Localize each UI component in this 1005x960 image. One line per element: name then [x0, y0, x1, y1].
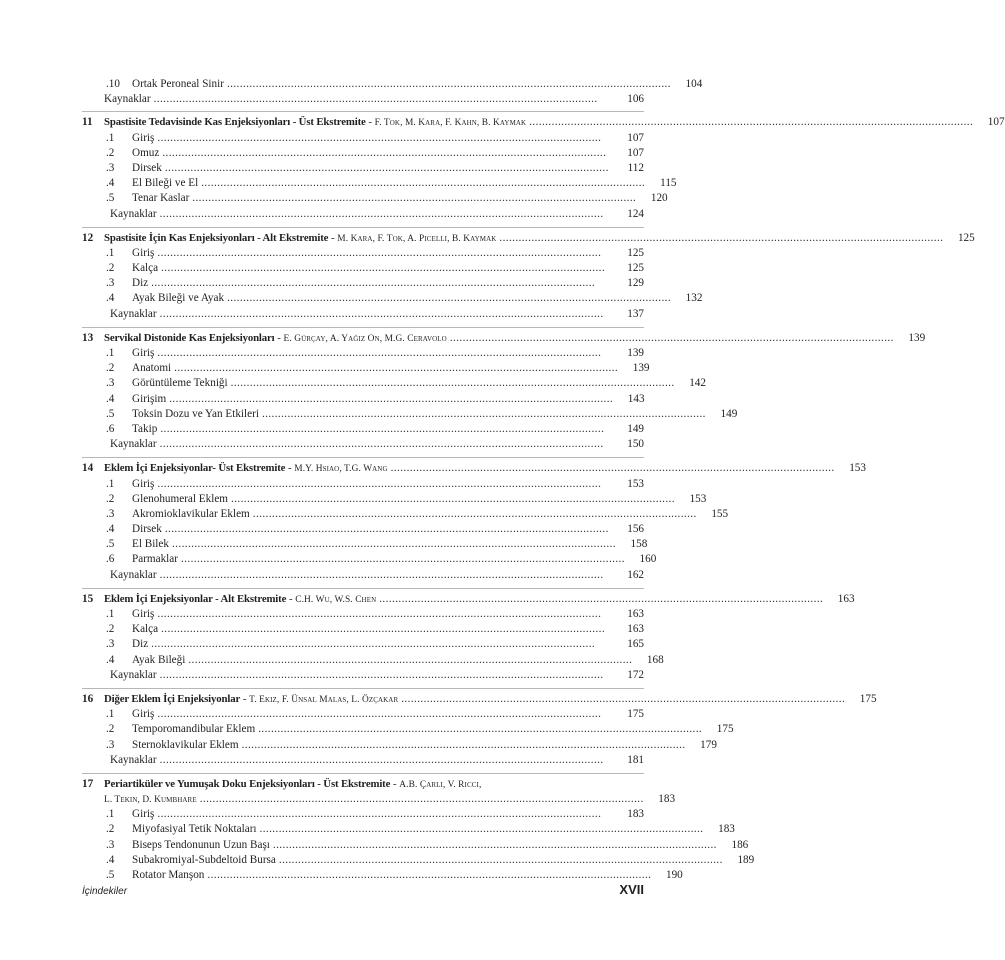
- dot-leader: [161, 622, 611, 637]
- table-of-contents: [82, 77, 1005, 883]
- dot-leader: [231, 376, 673, 391]
- entry-title: Tenar Kaslar: [132, 192, 190, 205]
- dot-leader: [231, 492, 673, 507]
- section-number: .4: [106, 177, 115, 190]
- dot-leader: [529, 115, 971, 130]
- page-number-roman: XVII: [619, 882, 644, 897]
- dot-leader: [258, 722, 700, 737]
- page-number: 120: [650, 192, 668, 205]
- toc-entry: [82, 276, 644, 291]
- dot-leader: [181, 552, 623, 567]
- entry-title: Dirsek: [132, 161, 162, 174]
- chapter-title-line: [104, 331, 447, 347]
- section-number: .6: [106, 422, 115, 435]
- dot-leader: [160, 668, 611, 683]
- dot-leader: [379, 592, 821, 607]
- page-number: 153: [689, 492, 707, 505]
- toc-entry: [82, 376, 706, 391]
- chapter-block: [82, 111, 1005, 221]
- toc-entry: [82, 522, 644, 537]
- page-number: 125: [627, 246, 644, 259]
- section-number: .2: [106, 492, 115, 505]
- page-number: 175: [716, 723, 734, 736]
- dot-leader: [151, 276, 611, 291]
- dot-leader: [279, 853, 721, 868]
- entry-title: Giriş: [132, 477, 155, 490]
- chapter-block: [82, 327, 926, 453]
- toc-entry: [82, 637, 644, 652]
- toc-entry: [82, 477, 644, 492]
- chapter-authors: M.Y. Hsiao, T.G. Wang: [294, 464, 388, 475]
- page-number: 125: [627, 262, 644, 275]
- title-separator: -: [328, 231, 338, 244]
- section-number: .2: [106, 823, 115, 836]
- page-number: 106: [627, 93, 644, 106]
- toc-entry: [82, 191, 668, 206]
- chapter-heading: [82, 231, 975, 246]
- entry-title: Diz: [132, 638, 149, 651]
- dot-leader: [262, 407, 704, 422]
- entry-title: Ayak Bileği: [132, 653, 186, 666]
- title-separator: -: [240, 692, 250, 705]
- page-number: 158: [630, 538, 648, 551]
- entry-title: Toksin Dozu ve Yan Etkileri: [132, 407, 259, 420]
- dot-leader: [401, 692, 843, 707]
- chapter-number: 13: [82, 331, 94, 344]
- page-number: 153: [627, 477, 644, 490]
- dot-leader: [157, 131, 611, 146]
- toc-entry: [82, 707, 644, 722]
- dot-leader: [160, 207, 611, 222]
- section-number: .3: [106, 838, 115, 851]
- toc-entry: [82, 407, 738, 422]
- section-number: .2: [106, 362, 115, 375]
- entry-title: Diz: [132, 277, 149, 290]
- chapter-heading: [82, 331, 926, 346]
- entry-title: Girişim: [132, 392, 167, 405]
- section-number: .2: [106, 623, 115, 636]
- entry-title: Giriş: [132, 608, 155, 620]
- page-number: 139: [632, 362, 650, 375]
- dot-leader: [169, 392, 611, 407]
- entry-title: Subakromiyal-Subdeltoid Bursa: [132, 853, 276, 866]
- entry-title: Kaynaklar: [110, 307, 157, 320]
- section-number: .1: [106, 608, 115, 620]
- entry-title: Temporomandibular Eklem: [132, 723, 256, 736]
- page-number: 186: [731, 838, 749, 851]
- toc-entry: [82, 607, 644, 622]
- chapter-authors: C.H. Wu, W.S. Chen: [295, 594, 377, 605]
- page-number: 137: [627, 307, 644, 320]
- page-number: 142: [689, 377, 706, 390]
- dot-leader: [160, 307, 611, 322]
- chapter-title-line: [104, 692, 398, 708]
- chapter-number: 16: [82, 692, 94, 705]
- chapter-title-line: [104, 115, 526, 131]
- page-number: 175: [627, 708, 644, 721]
- entry-title: Kaynaklar: [110, 438, 157, 451]
- entry-title: Kalça: [132, 623, 159, 636]
- toc-entry: [82, 361, 650, 376]
- chapter-title: Spastisite İçin Kas Enjeksiyonları - Alt Ekstremite: [104, 231, 329, 244]
- toc-entry: [82, 346, 644, 361]
- page-number: 104: [685, 78, 703, 90]
- dot-leader: [192, 191, 634, 206]
- page-number: 139: [627, 347, 644, 359]
- toc-entry: [82, 868, 683, 883]
- dot-leader: [160, 422, 611, 437]
- chapter-authors-continued: L. Tekin, D. Kumbhare: [104, 795, 197, 806]
- page-number: 172: [627, 668, 644, 681]
- chapter-authors: M. Kara, F. Tok, A. Picelli, B. Kaymak: [337, 233, 497, 244]
- entry-title: Giriş: [132, 708, 155, 721]
- chapter-title: Servikal Distonide Kas Enjeksiyonları: [104, 331, 275, 344]
- toc-entry: [82, 291, 703, 306]
- page-number: 150: [627, 438, 644, 451]
- chapter-block: [82, 773, 755, 883]
- dot-leader: [160, 753, 611, 768]
- section-number: .5: [106, 407, 115, 420]
- dot-leader: [273, 838, 715, 853]
- section-number: .10: [106, 78, 120, 90]
- dot-leader: [450, 331, 892, 346]
- section-number: .4: [106, 392, 115, 405]
- toc-entry: [82, 146, 644, 161]
- section-number: .2: [106, 146, 115, 159]
- chapter-block: [82, 227, 975, 322]
- entry-title: Parmaklar: [132, 553, 178, 566]
- toc-entry: [82, 492, 707, 507]
- page-number: 124: [627, 207, 644, 220]
- entry-title: Giriş: [132, 808, 155, 821]
- section-number: .1: [106, 477, 115, 490]
- section-number: .5: [106, 538, 115, 551]
- entry-title: Giriş: [132, 246, 155, 259]
- chapter-number: 17: [82, 777, 94, 790]
- dot-leader: [253, 507, 695, 522]
- chapter-authors: A.B. Çarlı, V. Ricci,: [399, 779, 482, 790]
- entry-title: Kalça: [132, 262, 159, 275]
- title-separator: -: [286, 592, 296, 605]
- chapter-heading: [82, 115, 1005, 130]
- entry-title: Anatomi: [132, 362, 172, 375]
- references-entry: [82, 207, 644, 222]
- references-entry: [82, 568, 644, 583]
- toc-entry: [82, 537, 648, 552]
- dot-leader: [227, 77, 669, 92]
- toc-entry: [82, 392, 644, 407]
- entry-title: Akromioklavikular Eklem: [132, 507, 250, 520]
- title-separator: -: [285, 462, 295, 475]
- page-number: 163: [627, 608, 644, 620]
- entry-title: Glenohumeral Eklem: [132, 492, 228, 505]
- page-number: 155: [711, 507, 729, 520]
- section-number: .5: [106, 192, 115, 205]
- dot-leader: [151, 637, 611, 652]
- dot-leader: [157, 607, 611, 622]
- references-entry: [82, 753, 644, 768]
- toc-entry: [82, 422, 644, 437]
- chapter-page: 183: [658, 793, 676, 806]
- entry-title: Giriş: [132, 131, 155, 144]
- section-number: .4: [106, 523, 115, 536]
- title-separator: -: [274, 331, 284, 344]
- section-number: .3: [106, 161, 115, 174]
- entry-title: Sternoklavikular Eklem: [132, 738, 239, 751]
- chapter-title-line: [104, 592, 376, 608]
- section-number: .6: [106, 553, 115, 566]
- references-entry: [82, 307, 644, 322]
- entry-title: Kaynaklar: [110, 568, 157, 581]
- toc-entry: [82, 738, 717, 753]
- page-number: 115: [660, 177, 677, 190]
- toc-entry: [82, 853, 755, 868]
- section-number: .3: [106, 507, 115, 520]
- chapter-title-line: [104, 231, 496, 247]
- page-number: 107: [627, 131, 644, 144]
- entry-title: Rotator Manşon: [132, 869, 205, 881]
- entry-title: Kaynaklar: [104, 93, 151, 106]
- section-number: .2: [106, 262, 115, 275]
- dot-leader: [207, 868, 649, 883]
- section-number: .5: [106, 869, 115, 881]
- chapter-page: 107: [987, 116, 1005, 129]
- toc-entry: [82, 822, 735, 837]
- dot-leader: [188, 653, 630, 668]
- chapter-page: 139: [908, 331, 926, 344]
- page-number: 179: [700, 738, 717, 751]
- toc-entry: [82, 507, 729, 522]
- chapter-heading-continued: [82, 792, 676, 807]
- chapter-block: [82, 457, 866, 583]
- page-number: 107: [627, 146, 644, 159]
- toc-entry: [82, 246, 644, 261]
- toc-entry: [82, 77, 703, 92]
- chapter-number: 11: [82, 116, 93, 129]
- references-entry: [82, 437, 644, 452]
- chapter-authors: T. Ekiz, F. Ünsal Malas, L. Özçakar: [249, 694, 399, 705]
- entry-title: El Bilek: [132, 538, 169, 551]
- page-number: 149: [720, 407, 738, 420]
- section-number: .1: [106, 708, 115, 721]
- section-number: .3: [106, 377, 115, 390]
- dot-leader: [174, 361, 616, 376]
- page-number: 129: [627, 277, 644, 290]
- dot-leader: [165, 522, 611, 537]
- entry-title: El Bileği ve El: [132, 177, 199, 190]
- entry-title: Ayak Bileği ve Ayak: [132, 292, 225, 305]
- chapter-number: 14: [82, 462, 94, 475]
- toc-entry: [82, 722, 734, 737]
- chapter-page: 153: [849, 462, 866, 475]
- page-number: 163: [627, 623, 644, 636]
- page-number: 165: [627, 638, 644, 651]
- entry-title: Biseps Tendonunun Uzun Başı: [132, 838, 270, 851]
- chapter-page: 163: [837, 592, 855, 605]
- chapter-authors: E. Gürçay, A. Yağız On, M.G. Ceravolo: [283, 333, 447, 344]
- section-number: .1: [106, 347, 115, 359]
- entry-title: Dirsek: [132, 523, 162, 536]
- page-number: 189: [737, 853, 755, 866]
- title-separator: -: [390, 777, 400, 790]
- dot-leader: [242, 738, 684, 753]
- page-number: 156: [627, 523, 644, 536]
- chapter-title: Eklem İçi Enjeksiyonlar - Alt Ekstremite: [104, 592, 287, 605]
- entry-title: Takip: [132, 422, 158, 435]
- dot-leader: [157, 477, 611, 492]
- toc-entry: [82, 807, 644, 822]
- chapter-title: Eklem İçi Enjeksiyonlar- Üst Ekstremite: [104, 462, 286, 475]
- page-number: 183: [718, 823, 735, 836]
- chapter-block: [82, 588, 855, 683]
- dot-leader: [160, 437, 611, 452]
- dot-leader: [162, 146, 611, 161]
- page-number: 181: [627, 753, 644, 766]
- chapter-number: 12: [82, 231, 94, 244]
- chapter-title-line: [104, 777, 481, 793]
- chapter-title-line: [104, 461, 388, 477]
- chapter-heading: [82, 461, 866, 476]
- dot-leader: [499, 231, 941, 246]
- dot-leader: [165, 161, 611, 176]
- dot-leader: [157, 707, 611, 722]
- dot-leader: [172, 537, 614, 552]
- section-number: .3: [106, 277, 115, 290]
- previous-chapter-tail: [82, 77, 703, 107]
- chapter-heading: [82, 777, 644, 792]
- dot-leader: [227, 291, 669, 306]
- entry-title: Miyofasiyal Tetik Noktaları: [132, 823, 257, 836]
- toc-entry: [82, 653, 664, 668]
- chapter-title: Spastisite Tedavisinde Kas Enjeksiyonları - Üst Ekstremite: [104, 116, 366, 129]
- running-footer-title: İçindekiler: [82, 886, 128, 897]
- toc-entry: [82, 131, 644, 146]
- toc-entry: [82, 622, 644, 637]
- dot-leader: [201, 176, 643, 191]
- dot-leader: [161, 261, 611, 276]
- page-number: 112: [627, 161, 644, 174]
- toc-entry: [82, 261, 644, 276]
- dot-leader: [157, 246, 611, 261]
- page-number: 162: [627, 568, 644, 581]
- chapter-page: 175: [859, 692, 877, 705]
- page-number: 149: [627, 422, 644, 435]
- dot-leader: [200, 792, 642, 807]
- section-number: .4: [106, 292, 115, 305]
- dot-leader: [260, 822, 702, 837]
- dot-leader: [157, 346, 611, 361]
- entry-title: Kaynaklar: [110, 753, 157, 766]
- section-number: .1: [106, 808, 115, 821]
- dot-leader: [154, 92, 611, 107]
- page-number: 190: [665, 869, 683, 881]
- page-number: 183: [627, 808, 644, 821]
- title-separator: -: [365, 116, 375, 129]
- chapter-title: Periartiküler ve Yumuşak Doku Enjeksiyonları - Üst Ekstremite: [104, 777, 391, 790]
- references-entry: [82, 668, 644, 683]
- chapter-page: 125: [957, 231, 975, 244]
- chapter-heading: [82, 692, 877, 707]
- entry-title: Giriş: [132, 347, 155, 359]
- dot-leader: [391, 461, 833, 476]
- dot-leader: [157, 807, 611, 822]
- chapter-number: 15: [82, 592, 94, 605]
- section-number: .1: [106, 246, 115, 259]
- page-number: 132: [685, 292, 703, 305]
- toc-entry: [82, 176, 677, 191]
- toc-entry: [82, 552, 657, 567]
- entry-title: Ortak Peroneal Sinir: [132, 78, 224, 90]
- dot-leader: [160, 568, 611, 583]
- toc-entry: [82, 161, 644, 176]
- entry-title: Kaynaklar: [110, 207, 157, 220]
- references-entry: [82, 92, 644, 107]
- section-number: .4: [106, 653, 115, 666]
- page-number: 143: [627, 392, 645, 405]
- chapter-heading: [82, 592, 855, 607]
- entry-title: Omuz: [132, 146, 160, 159]
- chapter-authors: F. Tok, M. Kara, F. Kahn, B. Kaymak: [374, 118, 527, 129]
- entry-title: Görüntüleme Tekniği: [132, 377, 228, 390]
- chapter-title: Diğer Eklem İçi Enjeksiyonlar: [104, 692, 241, 705]
- chapter-block: [82, 688, 877, 768]
- toc-entry: [82, 838, 749, 853]
- section-number: .3: [106, 638, 115, 651]
- section-number: .2: [106, 723, 115, 736]
- section-number: .1: [106, 131, 115, 144]
- entry-title: Kaynaklar: [110, 668, 157, 681]
- page-number: 168: [646, 653, 664, 666]
- section-number: .4: [106, 853, 115, 866]
- section-number: .3: [106, 738, 115, 751]
- page-number: 160: [639, 553, 657, 566]
